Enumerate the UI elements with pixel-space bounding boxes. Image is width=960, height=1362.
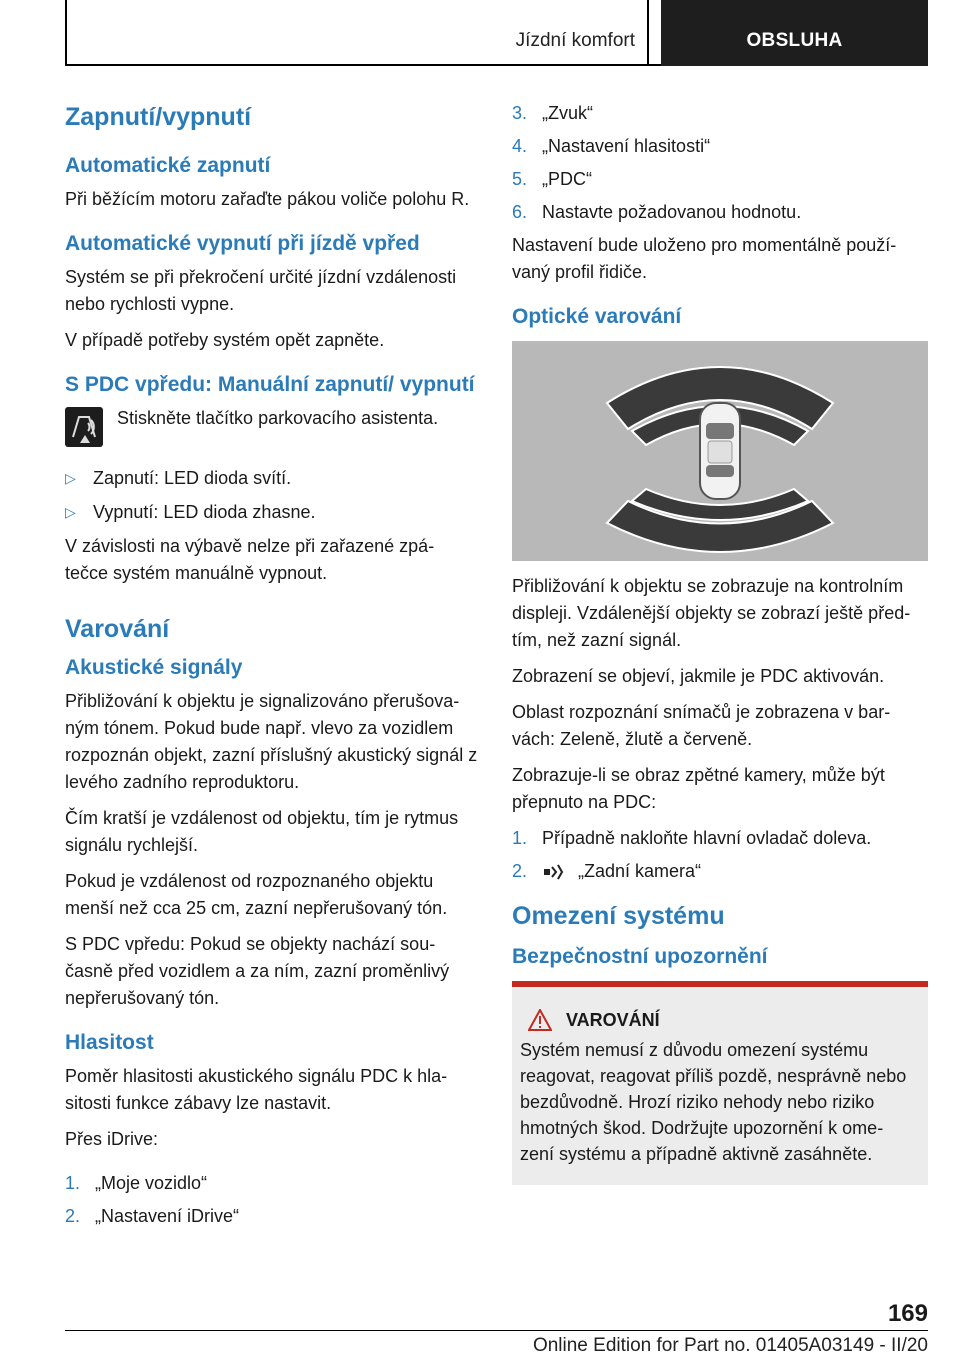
pdc-display-image [512,341,928,561]
park-assist-button-icon [65,407,103,447]
rear-camera-icon [542,863,566,881]
heading-warning: Varování [65,615,170,643]
warning-text: Systém nemusí z důvodu omezení systému reagovat, reagovat příliš pozdě, nesprávně nebo bezdůvodně. Hrozí riziko nehody nebo riziko hmotných škod. Dodržujte upozornění k ome- zení systému a případně aktivně zasáhněte. [520,1040,907,1164]
heading-limits: Omezení systému [512,902,725,930]
step-item: 2. „Zadní kamera“ [512,861,702,881]
text-auto-on: Při běžícím motoru zařaďte pákou voliče polohu R. [65,189,470,209]
warning-box [512,981,928,1185]
heading-volume: Hlasitost [65,1031,154,1054]
header-chapter-tab[interactable]: OBSLUHA [661,0,928,66]
bullet-off: ▷ Vypnutí: LED dioda zhasne. [65,499,480,526]
left-column [65,100,480,1236]
step-item: 2. „Nastavení iDrive“ [65,1206,240,1226]
text-auto-off-1: Systém se při překročení určité jízdní vzdálenosti nebo rychlosti vypne. [65,267,457,314]
heading-acoustic: Akustické signály [65,656,243,679]
text-acoustic-4: S PDC vpředu: Pokud se objekty nachází sou- časně před vozidlem a za ním, zazní proměnlivý nepřerušovaný tón. [65,934,450,1008]
bullet-on: ▷ Zapnutí: LED dioda svítí. [65,465,480,492]
step-item: 6. Nastavte požadovanou hodnotu. [512,202,802,222]
footer-edition: Online Edition for Part no. 01405A03149 - II/20 [532,1335,928,1356]
right-column [512,100,928,1185]
text-press-button: Stiskněte tlačítko parkovacího asistenta. [117,408,439,428]
text-acoustic-1: Přibližování k objektu je signalizováno přerušova- ným tónem. Pokud bude např. vlevo za vozidlem rozpoznán objekt, zazní příslušný akustický signál z levého zadního reproduktoru. [65,691,478,792]
step-item: 3. „Zvuk“ [512,103,593,123]
header-section-title: Jízdní komfort [515,30,635,51]
step-item: 4. „Nastavení hlasitosti“ [512,136,711,156]
text-auto-off-2: V případě potřeby systém opět zapněte. [65,330,385,350]
triangle-bullet-icon: ▷ [65,470,76,486]
text-manual-note: V závislosti na výbavě nelze při zařazené zpá- tečce systém manuálně vypnout. [65,536,435,583]
text-volume-1: Poměr hlasitosti akustického signálu PDC k hla- sitosti funkce zábavy lze nastavit. [65,1066,448,1113]
text-optical-3: Oblast rozpoznání snímačů je zobrazena v bar- vách: Zeleně, žlutě a červeně. [512,702,891,749]
heading-optical: Optické varování [512,305,682,328]
warning-triangle-icon [528,1009,552,1031]
heading-auto-on: Automatické zapnutí [65,154,271,177]
page-number: 169 [887,1300,928,1327]
text-volume-2: Přes iDrive: [65,1129,159,1149]
step-item: 5. „PDC“ [512,169,592,189]
park-assist-button-row [65,405,480,447]
text-acoustic-3: Pokud je vzdálenost od rozpoznaného objektu menší než cca 25 cm, zazní nepřerušovaný tón. [65,871,448,918]
step-item: 1. Případně nakloňte hlavní ovladač doleva. [512,828,872,848]
text-optical-2: Zobrazení se objeví, jakmile je PDC aktivován. [512,666,885,686]
text-saved: Nastavení bude uloženo pro momentálně použí- vaný profil řidiče. [512,235,897,282]
heading-manual: S PDC vpředu: Manuální zapnutí/ vypnutí [65,373,475,396]
heading-auto-off: Automatické vypnutí při jízdě vpřed [65,232,420,255]
text-optical-1: Přibližování k objektu se zobrazuje na kontrolním displeji. Vzdálenější objekty se zobrazí ještě před- tím, než zazní signál. [512,576,911,650]
heading-on-off: Zapnutí/vypnutí [65,103,252,131]
text-acoustic-2: Čím kratší je vzdálenost od objektu, tím je rytmus signálu rychlejší. [65,808,459,855]
footer-rule [65,1330,928,1331]
warning-title: VAROVÁNÍ [520,1009,920,1031]
pdc-car-illustration [512,341,928,561]
step-item: 1. „Moje vozidlo“ [65,1173,208,1193]
text-optical-4: Zobrazuje-li se obraz zpětné kamery, může být přepnuto na PDC: [512,765,885,812]
triangle-bullet-icon: ▷ [65,504,76,520]
heading-safety: Bezpečnostní upozornění [512,945,768,968]
